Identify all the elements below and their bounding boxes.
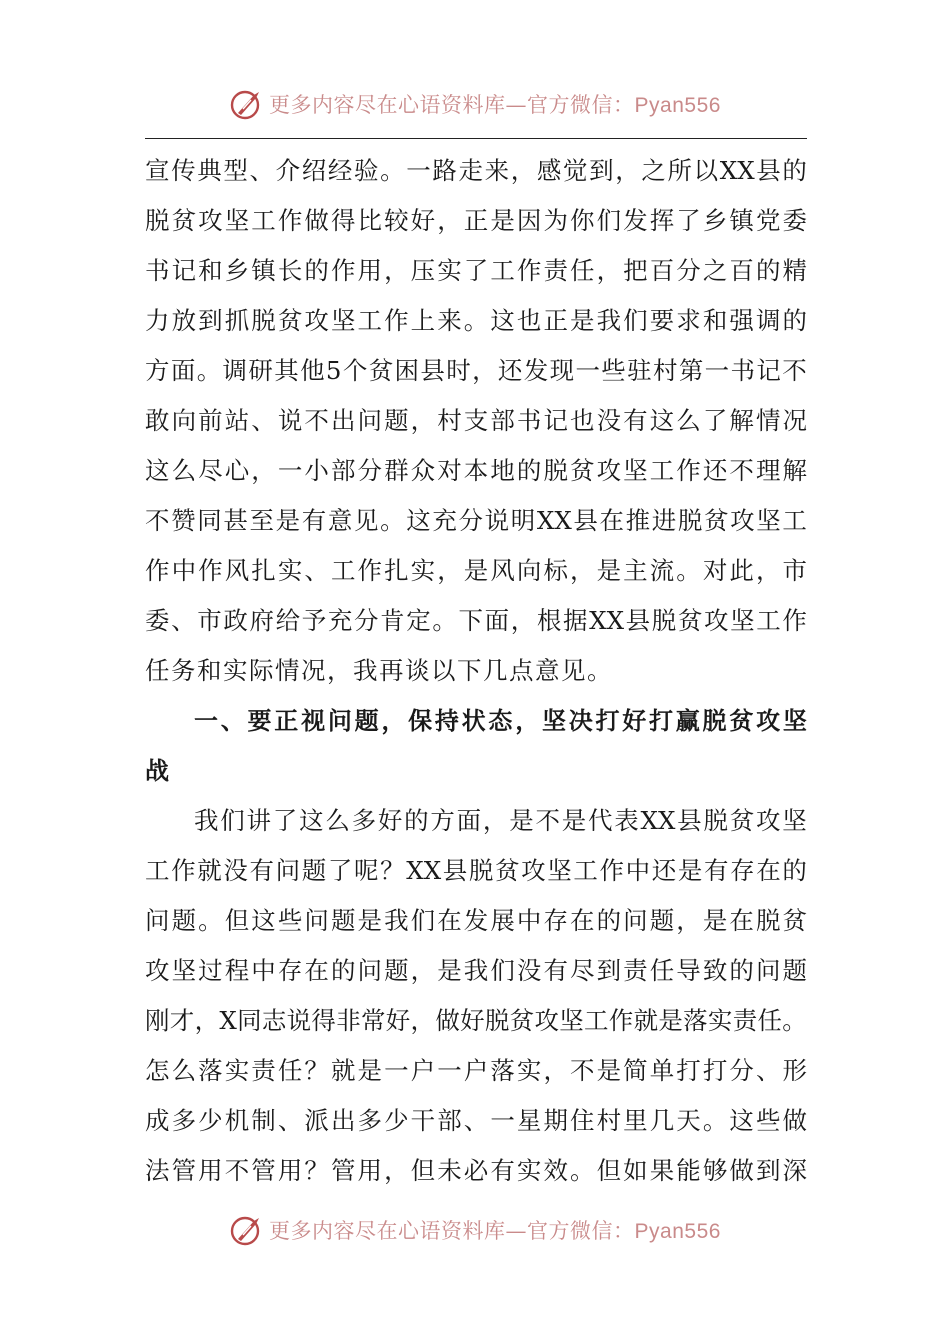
watermark-text-cn: 更多内容尽在心语资料库—官方微信：: [269, 93, 635, 117]
section-heading-line: 战: [145, 757, 171, 785]
paragraph-line: 这 么 尽 心 ， 一 小 部 分 群 众 对 本 地 的 脱 贫 攻 坚 工 作 还 不 理 解: [145, 456, 807, 485]
paragraph-line: 宣 传 典 型 、 介 绍 经 验 。 一 路 走 来 ， 感 觉 到 ， 之 所 以 XX 县 的: [145, 156, 807, 185]
pen-nib-logo-icon: [229, 1212, 265, 1248]
watermark-text: [269, 1215, 721, 1245]
header-watermark: [0, 84, 950, 124]
paragraph-line: 怎 么 落 实 责 任 ？ 就 是 一 户 一 户 落 实 ， 不 是 简 单 打 打 分 、 形: [145, 1056, 807, 1085]
document-body: [145, 146, 807, 1196]
paragraph-line: 问 题 。 但 这 些 问 题 是 我 们 在 发 展 中 存 在 的 问 题 ， 是 在 脱 贫: [145, 906, 807, 935]
paragraph-line: 作 中 作 风 扎 实 、 工 作 扎 实 ， 是 风 向 标 ， 是 主 流 。 对 此 ， 市: [145, 556, 807, 585]
paragraph-line: 任务和实际情况，我再谈以下几点意见。: [145, 656, 613, 685]
pen-nib-logo-icon: [229, 86, 265, 122]
paragraph-line: 不 赞 同 甚 至 是 有 意 见 。 这 充 分 说 明 XX 县 在 推 进 脱 贫 攻 坚 工: [145, 506, 807, 535]
watermark-text: [269, 89, 721, 119]
paragraph-line: 我 们 讲 了 这 么 多 好 的 方 面 ， 是 不 是 代 表 XX 县 脱 贫 攻 坚: [194, 806, 807, 835]
paragraph-line: 工 作 就 没 有 问 题 了 呢 ？ XX 县 脱 贫 攻 坚 工 作 中 还 是 有 存 在 的: [145, 856, 807, 885]
paragraph-line: 脱 贫 攻 坚 工 作 做 得 比 较 好 ， 正 是 因 为 你 们 发 挥 了 乡 镇 党 委: [145, 206, 807, 235]
watermark-wechat-id: Pyan556: [634, 1220, 721, 1243]
paragraph-line: 力 放 到 抓 脱 贫 攻 坚 工 作 上 来 。 这 也 正 是 我 们 要 求 和 强 调 的: [145, 306, 807, 335]
paragraph-line: 敢 向 前 站 、 说 不 出 问 题 ， 村 支 部 书 记 也 没 有 这 么 了 解 情 况: [145, 406, 807, 435]
paragraph-line: 书 记 和 乡 镇 长 的 作 用 ， 压 实 了 工 作 责 任 ， 把 百 分 之 百 的 精: [145, 256, 807, 285]
header-rule: [145, 138, 807, 139]
paragraph-line: 成 多 少 机 制 、 派 出 多 少 干 部 、 一 星 期 住 村 里 几 天 。 这 些 做: [145, 1106, 807, 1135]
paragraph-line: 攻 坚 过 程 中 存 在 的 问 题 ， 是 我 们 没 有 尽 到 责 任 导 致 的 问 题: [145, 956, 807, 985]
footer-watermark: [0, 1210, 950, 1250]
section-heading-line: 一 、 要 正 视 问 题 ， 保 持 状 态 ， 坚 决 打 好 打 赢 脱 贫 攻 坚: [194, 707, 807, 735]
paragraph-line: 刚 才 ， X 同 志 说 得 非 常 好 ， 做 好 脱 贫 攻 坚 工 作 就 是 落 实 责 任 。: [145, 1006, 807, 1035]
paragraph-line: 方 面 。 调 研 其 他 5 个 贫 困 县 时 ， 还 发 现 一 些 驻 村 第 一 书 记 不: [145, 356, 807, 385]
paragraph-line: 法 管 用 不 管 用 ？ 管 用 ， 但 未 必 有 实 效 。 但 如 果 能 够 做 到 深: [145, 1156, 807, 1185]
watermark-text-cn: 更多内容尽在心语资料库—官方微信：: [269, 1219, 635, 1243]
paragraph-line: 委 、 市 政 府 给 予 充 分 肯 定 。 下 面 ， 根 据 XX 县 脱 贫 攻 坚 工 作: [145, 606, 807, 635]
watermark-wechat-id: Pyan556: [634, 94, 721, 117]
